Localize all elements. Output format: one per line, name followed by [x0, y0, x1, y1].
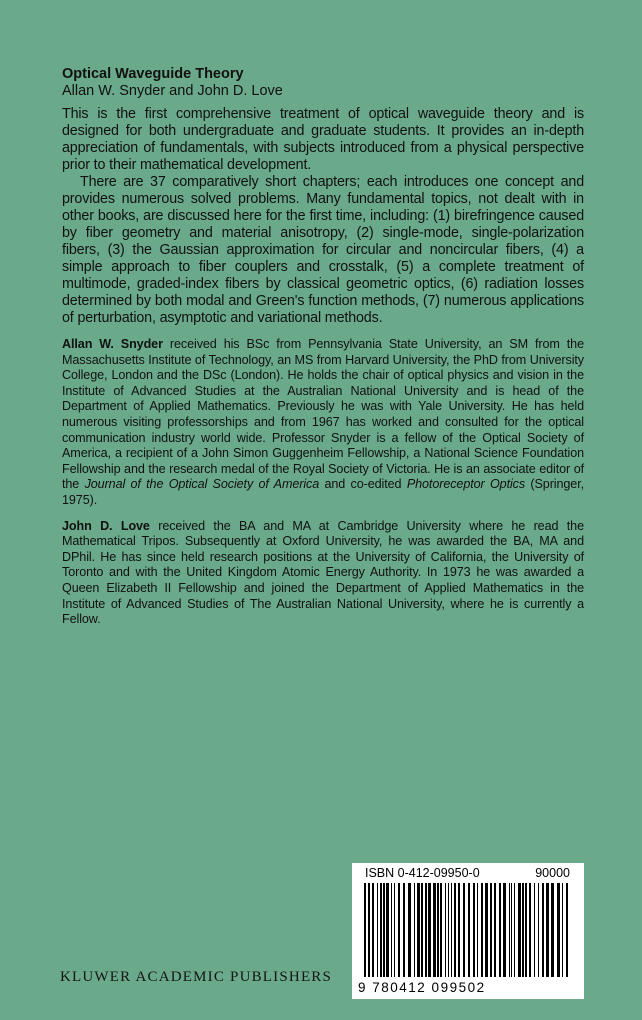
barcode-bar-25 [463, 883, 465, 977]
bio-snyder-text-1: received his BSc from Pennsylvania State University, an SM from the Massachusetts Institute of Technology, an MS from Harvard University, the PhD from University College, London and the DSc (London). He holds the chair of optical physics and vision in the Institute of Advanced Studies at the Australian National University and is head of the Department of Applied Mathematics. Previously he was with Yale University. He has held numerous visiting professorships and from 1967 has worked and consulted for the optical communication industry world wide. Professor Snyder is a fellow of the Optical Society of America, a recipient of a John Simon Guggenheim Fellowship, a National Science Foundation Fellowship and the research medal of the Royal Society of Victoria. He is an associate editor of the [62, 337, 584, 492]
ean-number: 9 780412 099502 [358, 980, 486, 995]
author-bio-love [62, 519, 584, 628]
barcode-bar-24 [458, 883, 460, 977]
barcode-bar-43 [538, 883, 539, 977]
barcode-bar-16 [428, 883, 431, 977]
barcode-bar-29 [481, 883, 483, 977]
barcode-bar-31 [490, 883, 492, 977]
barcode-bar-5 [383, 883, 385, 977]
barcode-bars [362, 883, 574, 979]
book-authors: Allan W. Snyder and John D. Love [62, 83, 283, 99]
barcode-bar-26 [468, 883, 470, 977]
barcode-bar-27 [473, 883, 475, 977]
barcode-bar-41 [529, 883, 531, 977]
barcode-bar-32 [494, 883, 496, 977]
barcode-bar-34 [503, 883, 506, 977]
barcode-bar-17 [433, 883, 436, 977]
barcode-bar-44 [542, 883, 544, 977]
barcode-bar-37 [514, 883, 515, 977]
description-paragraph-2: There are 37 comparatively short chapters; each introduces one concept and provides numerous solved problems. Many fundamental topics, not dealt with in other books, are discussed here for the first time, including: (1) birefringence caused by fiber geometry and material anisotropy, (2) single-mode, single-polarization fibers, (3) the Gaussian approximation for circular and noncircular fibers, (4) a simple approach to fiber couplers and crosstalk, (5) a complete treatment of multimode, graded-index fibers by classical geometric optics, (6) radiation losses determined by both modal and Green's function methods, (7) numerous applications of perturbation, asymptotic and variational methods. [62, 174, 584, 326]
barcode-bar-6 [386, 883, 389, 977]
barcode-bar-10 [403, 883, 405, 977]
author-name-love: John D. Love [62, 518, 150, 533]
barcode-bar-9 [398, 883, 400, 977]
isbn-number: ISBN 0-412-09950-0 [365, 866, 480, 880]
barcode-bar-15 [425, 883, 427, 977]
barcode-bar-45 [546, 883, 549, 977]
barcode-bar-21 [448, 883, 449, 977]
barcode-bar-47 [557, 883, 560, 977]
barcode-bar-2 [372, 883, 374, 977]
barcode-bar-20 [445, 883, 446, 977]
author-name-snyder: Allan W. Snyder [62, 337, 163, 351]
barcode-bar-46 [551, 883, 554, 977]
barcode-bar-23 [454, 883, 456, 977]
barcode-bar-4 [380, 883, 382, 977]
barcode-bar-35 [509, 883, 510, 977]
barcode-bar-42 [534, 883, 535, 977]
barcode-bar-14 [421, 883, 423, 977]
barcode-bar-39 [522, 883, 524, 977]
barcode-bar-38 [518, 883, 521, 977]
book-title: Optical Waveguide Theory [62, 66, 244, 82]
barcode-bar-13 [417, 883, 420, 977]
barcode-bar-36 [511, 883, 512, 977]
bio-love-text: received the BA and MA at Cambridge University where he read the Mathematical Tripos. Subsequently at Oxford University, he was awarded the BA, MA and DPhil. He has since held research positions at the University of California, the University of Toronto and with the United Kingdom Atomic Energy Authority. In 1973 he was awarded a Queen Elizabeth II Fellowship and joined the Department of Applied Mathematics in the Institute of Advanced Studies of The Australian National University, where he is currently a Fellow. [62, 518, 584, 627]
description-paragraph-1: This is the first comprehensive treatment of optical waveguide theory and is designed for both undergraduate and graduate students. It provides an in-depth appreciation of fundamentals, with subjects introduced from a physical perspective prior to their mathematical development. [62, 106, 584, 173]
barcode-bar-19 [440, 883, 442, 977]
back-cover-text [62, 66, 584, 628]
barcode-bar-12 [414, 883, 415, 977]
barcode-bar-28 [477, 883, 478, 977]
barcode-label [352, 863, 584, 999]
bio-snyder-text-3: (Springer, 1975). [62, 477, 585, 507]
author-bio-snyder [62, 337, 584, 509]
publisher-name: KLUWER ACADEMIC PUBLISHERS [60, 969, 333, 985]
barcode-bar-7 [391, 883, 392, 977]
barcode-bar-30 [485, 883, 488, 977]
barcode-bar-1 [368, 883, 370, 977]
barcode-bar-40 [525, 883, 527, 977]
bio-snyder-text-2: and co-edited [319, 477, 407, 492]
barcode-bar-49 [566, 883, 568, 977]
barcode-bar-11 [408, 883, 411, 977]
barcode-bar-8 [394, 883, 395, 977]
price-code: 90000 [535, 866, 570, 880]
barcode-bar-3 [377, 883, 378, 977]
barcode-bar-33 [499, 883, 501, 977]
edited-book-title: Photoreceptor Optics [406, 477, 526, 492]
barcode-bar-18 [437, 883, 439, 977]
journal-title: Journal of the Optical Society of America [84, 477, 320, 492]
barcode-bar-0 [364, 883, 366, 977]
barcode-bar-48 [562, 883, 563, 977]
barcode-bar-22 [451, 883, 452, 977]
